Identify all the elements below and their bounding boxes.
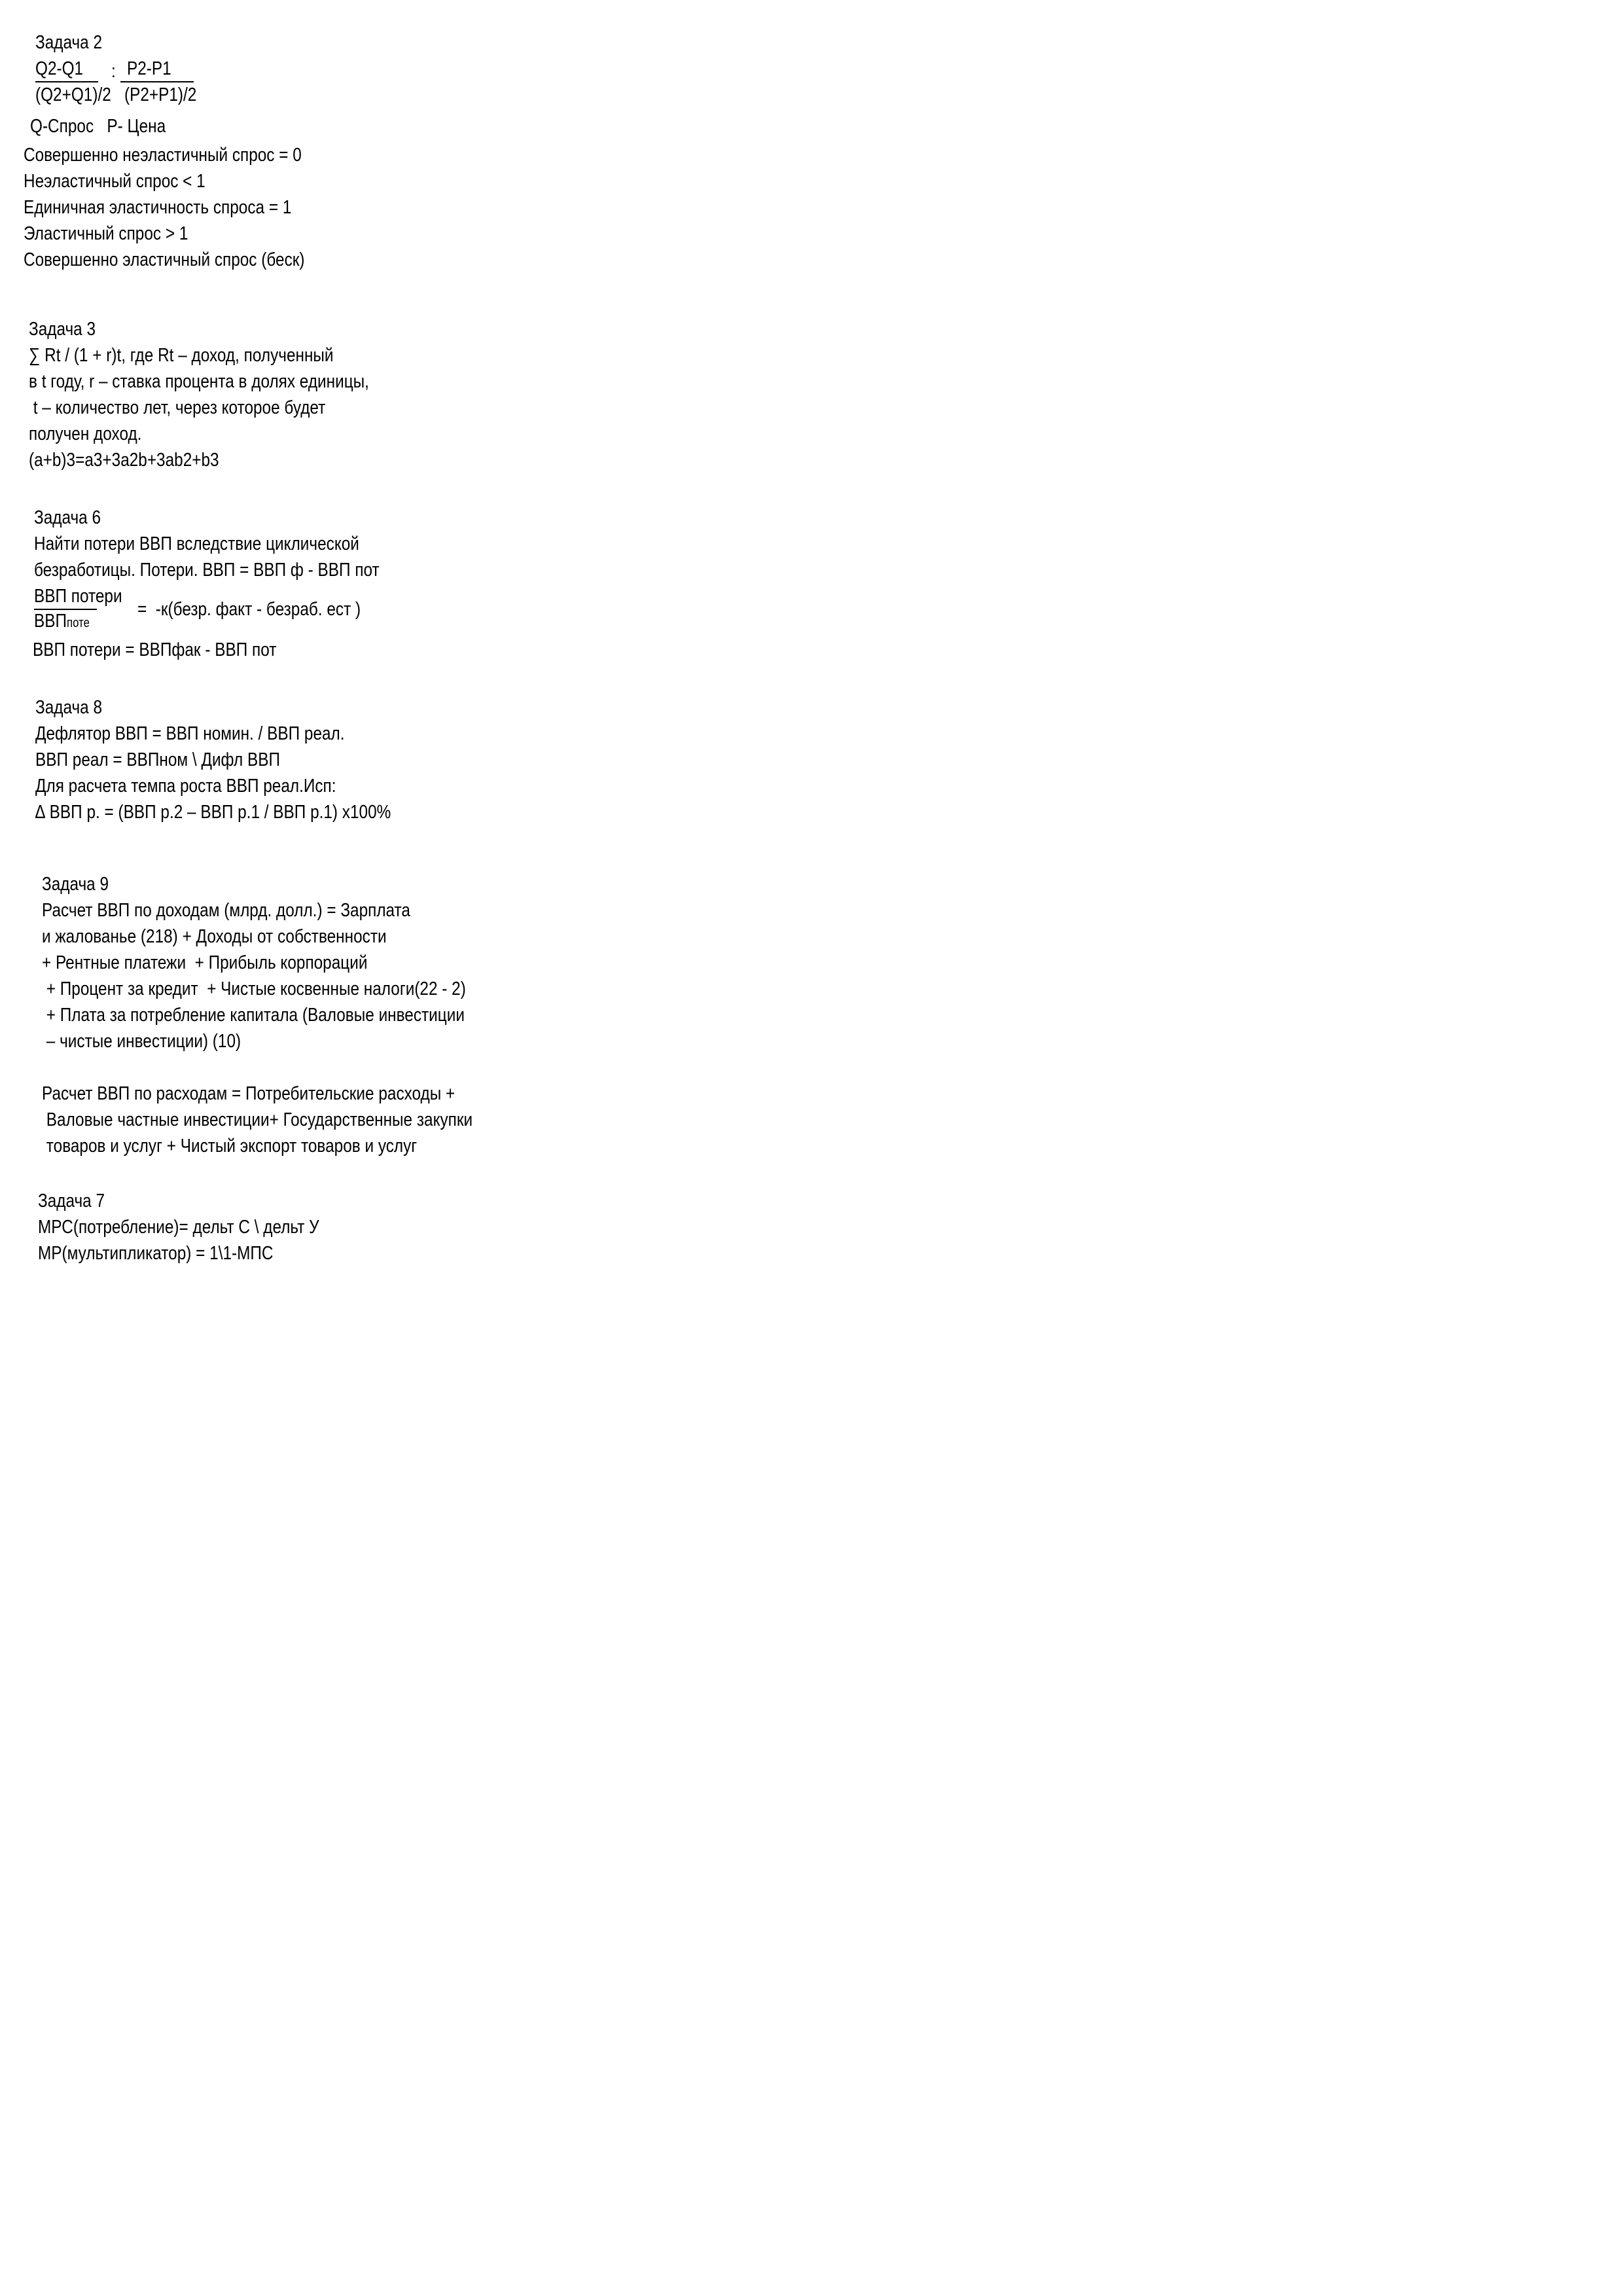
task3-line: получен доход.	[29, 423, 142, 444]
task6-fraction-rhs: = -к(безр. факт - безраб. ест )	[137, 599, 361, 620]
task2-fraction-bar-right	[120, 81, 194, 82]
task8-line: ∆ ВВП р. = (ВВП р.2 – ВВП р.1 / ВВП р.1) х100%	[35, 802, 391, 823]
task6-fraction-numerator: ВВП потери	[34, 586, 122, 607]
task8-line: Для расчета темпа роста ВВП реал.Исп:	[35, 776, 336, 797]
task9-income-line: Расчет ВВП по доходам (млрд. долл.) = Зарплата	[42, 900, 410, 921]
task2-legend: Q-Спрос P- Цена	[30, 116, 166, 137]
task2-numerator-left: Q2-Q1	[35, 58, 84, 79]
task9-income-line: и жалованье (218) + Доходы от собственности	[42, 926, 387, 947]
task6-line: Найти потери ВВП вследствие циклической	[34, 533, 359, 554]
task2-title: Задача 2	[35, 32, 103, 53]
task2-line: Неэластичный спрос < 1	[24, 171, 205, 192]
task2-line: Единичная эластичность спроса = 1	[24, 197, 292, 218]
task2-denominator-left: (Q2+Q1)/2	[35, 84, 111, 105]
task6-line: безработицы. Потери. ВВП = ВВП ф - ВВП пот	[34, 560, 380, 581]
task2-colon: :	[111, 61, 116, 82]
task9-expense-line: товаров и услуг + Чистый экспорт товаров и услуг	[42, 1136, 418, 1157]
task8-line: Дефлятор ВВП = ВВП номин. / ВВП реал.	[35, 723, 345, 744]
task9-income-line: – чистые инвестиции) (10)	[42, 1031, 241, 1052]
task6-denominator-subscript: поте	[67, 616, 90, 630]
task9-income-line: + Рентные платежи + Прибыль корпораций	[42, 952, 368, 973]
task8-line: ВВП реал = ВВПном \ Дифл ВВП	[35, 749, 281, 770]
task9-expense-line: Валовые частные инвестиции+ Государственные закупки	[42, 1109, 473, 1130]
task2-fraction-bar-left	[35, 81, 98, 82]
task6-title: Задача 6	[34, 507, 101, 528]
task8-title: Задача 8	[35, 697, 103, 718]
task3-title: Задача 3	[29, 319, 96, 340]
task6-last-line: ВВП потери = ВВПфак - ВВП пот	[33, 639, 277, 660]
task3-line: в t году, r – ставка процента в долях единицы,	[29, 371, 369, 392]
task3-line: ∑ Rt / (1 + r)t, где Rt – доход, полученный	[29, 345, 334, 366]
task2-line: Совершенно неэластичный спрос = 0	[24, 145, 302, 166]
task3-line: (a+b)3=a3+3a2b+3ab2+b3	[29, 450, 219, 471]
task9-income-line: + Плата за потребление капитала (Валовые инвестиции	[42, 1005, 465, 1026]
task9-expense-line: Расчет ВВП по расходам = Потребительские расходы +	[42, 1083, 455, 1104]
task7-line: МРС(потребление)= дельт С \ дельт У	[38, 1217, 319, 1238]
task2-line: Совершенно эластичный спрос (беск)	[24, 249, 305, 270]
task2-line: Эластичный спрос > 1	[24, 223, 188, 244]
task7-line: МР(мультипликатор) = 1\1-МПС	[38, 1243, 274, 1264]
task7-title: Задача 7	[38, 1191, 105, 1211]
task6-denominator-main: ВВП	[34, 611, 67, 632]
task2-numerator-right: P2-P1	[127, 58, 171, 79]
task9-income-line: + Процент за кредит + Чистые косвенные налоги(22 - 2)	[42, 978, 466, 999]
task2-denominator-right: (P2+P1)/2	[124, 84, 197, 105]
task9-title: Задача 9	[42, 874, 109, 895]
task6-fraction-denominator	[34, 610, 90, 634]
task3-line: t – количество лет, через которое будет	[29, 397, 326, 418]
